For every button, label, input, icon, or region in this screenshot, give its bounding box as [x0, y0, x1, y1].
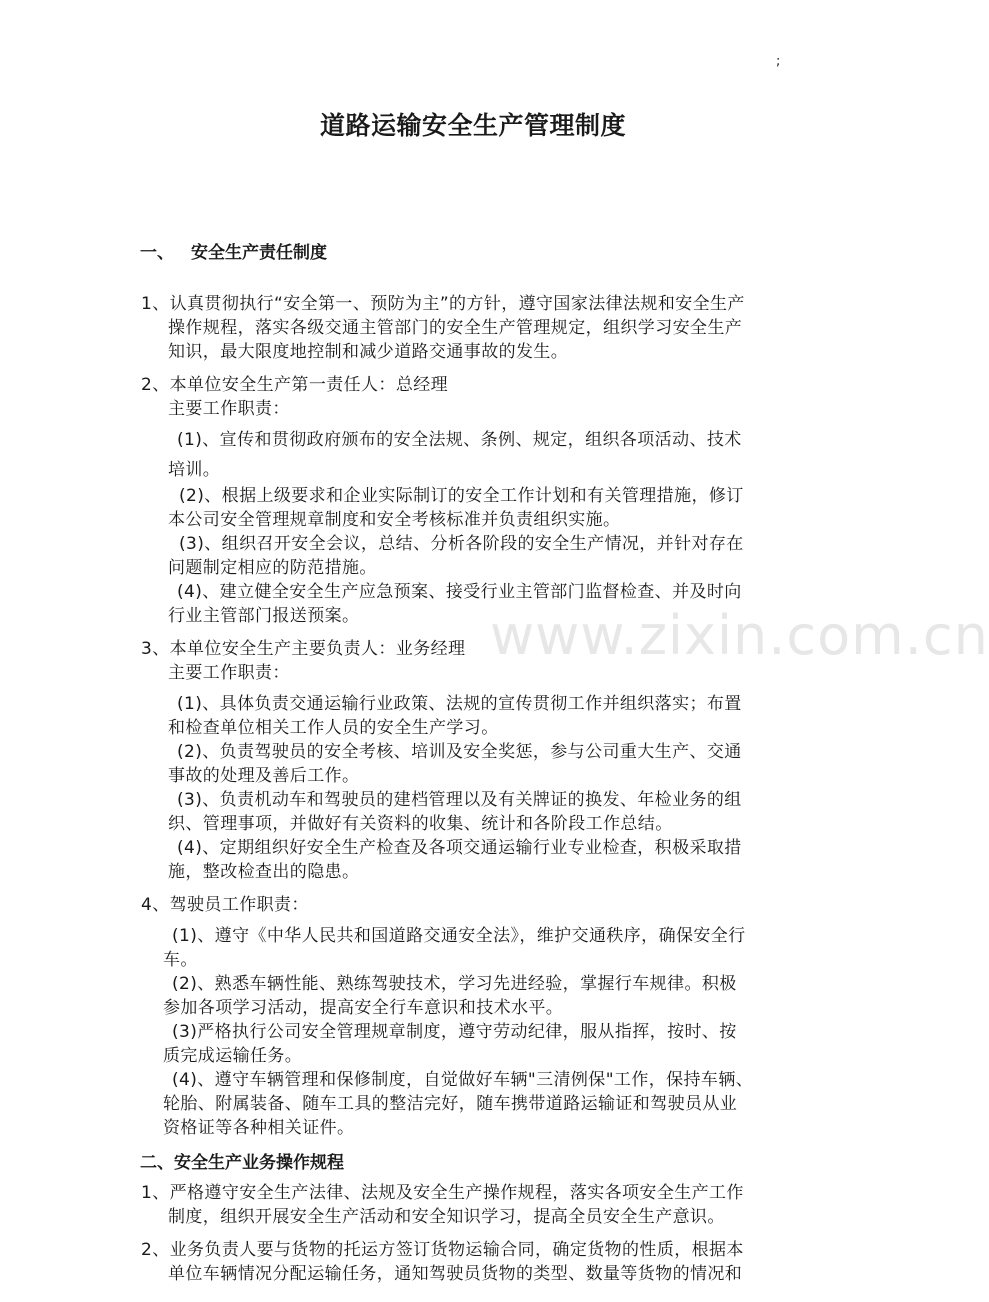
duty-line: (3)、组织召开安全会议，总结、分析各阶段的安全生产情况，并针对存在	[179, 534, 744, 554]
item-2-line: 主要工作职责：	[168, 399, 290, 419]
section-2-item-line: 1、严格遵守安全生产法律、法规及安全生产操作规程，落实各项安全生产工作	[141, 1183, 744, 1203]
watermark: www.zixin.com.cn	[490, 604, 989, 667]
section-2-item-line: 2、业务负责人要与货物的托运方签订货物运输合同，确定货物的性质，根据本	[141, 1240, 744, 1260]
item-3-line: 3、本单位安全生产主要负责人：业务经理	[141, 639, 466, 659]
duty-line: (4)、定期组织好安全生产检查及各项交通运输行业专业检查，积极采取措	[177, 838, 742, 858]
duty-line: 质完成运输任务。	[163, 1046, 303, 1066]
item-1-line: 知识，最大限度地控制和减少道路交通事故的发生。	[168, 342, 569, 362]
duty-line: 施，整改检查出的隐患。	[168, 862, 360, 882]
duty-line: (2)、熟悉车辆性能、熟练驾驶技术，学习先进经验，掌握行车规律。积极	[172, 974, 737, 994]
item-4-line: 4、驾驶员工作职责：	[141, 895, 309, 915]
corner-mark: ;	[776, 54, 781, 69]
duty-line: 车。	[163, 950, 198, 970]
section-1-number: 一、	[140, 243, 174, 263]
duty-line: 事故的处理及善后工作。	[168, 766, 360, 786]
section-2-item-line: 制度，组织开展安全生产活动和安全知识学习，提高全员安全生产意识。	[168, 1207, 725, 1227]
duty-line: 轮胎、附属装备、随车工具的整洁完好，随车携带道路运输证和驾驶员从业	[163, 1094, 738, 1114]
item-2-line: 2、本单位安全生产第一责任人：总经理	[141, 375, 449, 395]
duty-line: (4)、建立健全安全生产应急预案、接受行业主管部门监督检查、并及时向	[177, 582, 742, 602]
item-3-line: 主要工作职责：	[168, 663, 290, 683]
item-1-line: 操作规程，落实各级交通主管部门的安全生产管理规定，组织学习安全生产	[168, 318, 743, 338]
section-2-item-line: 单位车辆情况分配运输任务，通知驾驶员货物的类型、数量等货物的情况和	[168, 1264, 743, 1284]
item-1-line: 1、认真贯彻执行“安全第一、预防为主”的方针，遵守国家法律法规和安全生产	[141, 294, 745, 314]
duty-line: (3)、负责机动车和驾驶员的建档管理以及有关牌证的换发、年检业务的组	[177, 790, 742, 810]
document-title: 道路运输安全生产管理制度	[319, 111, 626, 140]
duty-line: 和检查单位相关工作人员的安全生产学习。	[168, 718, 499, 738]
section-2-heading: 二、安全生产业务操作规程	[140, 1153, 344, 1173]
duty-line: (2)、根据上级要求和企业实际制订的安全工作计划和有关管理措施，修订	[179, 486, 744, 506]
duty-line: 本公司安全管理规章制度和安全考核标准并负责组织实施。	[168, 510, 621, 530]
duty-line: (1)、遵守《中华人民共和国道路交通安全法》，维护交通秩序，确保安全行	[172, 926, 746, 946]
duty-line: (1)、具体负责交通运输行业政策、法规的宣传贯彻工作并组织落实；布置	[177, 694, 742, 714]
duty-line: 参加各项学习活动，提高安全行车意识和技术水平。	[163, 998, 564, 1018]
duty-line: (1)、宣传和贯彻政府颁布的安全法规、条例、规定，组织各项活动、技术	[177, 430, 742, 450]
duty-line: (4)、遵守车辆管理和保修制度，自觉做好车辆"三清例保"工作，保持车辆、	[172, 1070, 754, 1090]
duty-line: 行业主管部门报送预案。	[168, 606, 360, 626]
duty-line: (2)、负责驾驶员的安全考核、培训及安全奖惩，参与公司重大生产、交通	[177, 742, 742, 762]
duty-line: 培训。	[168, 460, 221, 480]
duty-line: (3)严格执行公司安全管理规章制度，遵守劳动纪律，服从指挥，按时、按	[172, 1022, 737, 1042]
section-1-heading: 安全生产责任制度	[191, 243, 327, 263]
duty-line: 问题制定相应的防范措施。	[168, 558, 377, 578]
duty-line: 织、管理事项，并做好有关资料的收集、统计和各阶段工作总结。	[168, 814, 673, 834]
duty-line: 资格证等各种相关证件。	[163, 1118, 355, 1138]
